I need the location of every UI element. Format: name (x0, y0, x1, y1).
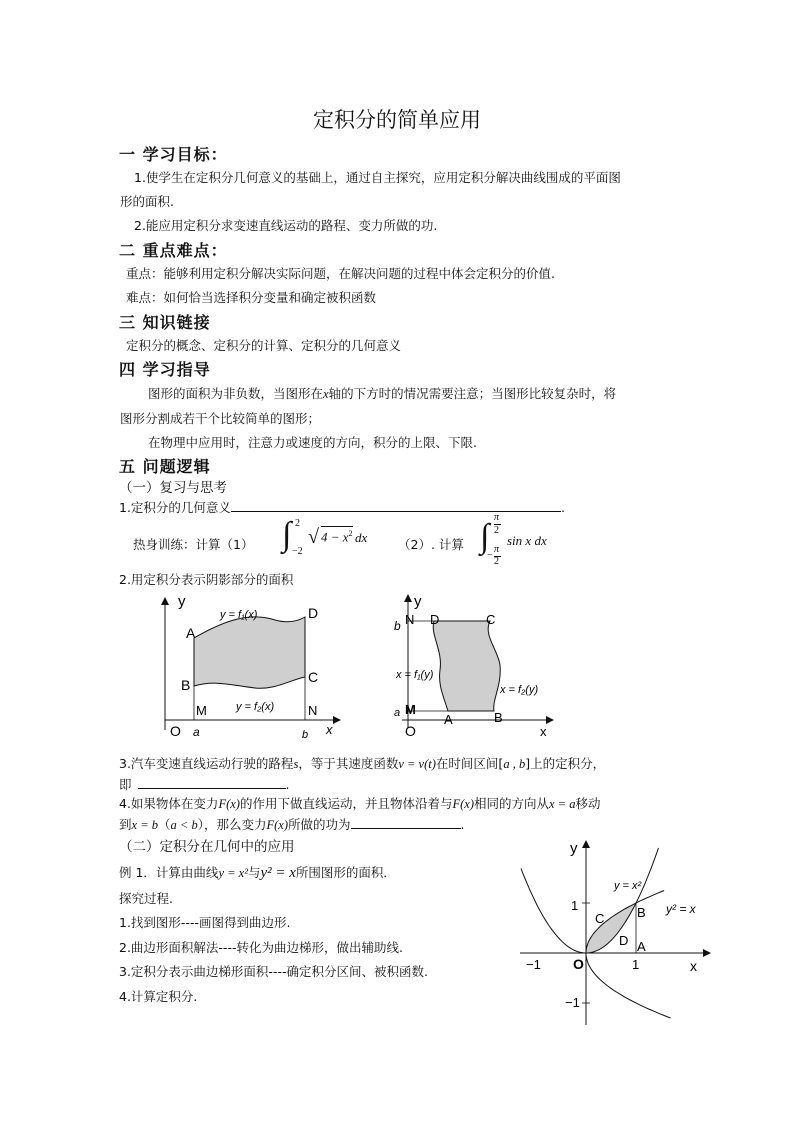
q3c: 在时间区间[ (435, 756, 504, 771)
fig3-neg-one-x: −1 (526, 957, 541, 972)
step-3: 3.定积分表示曲边梯形面积----确定积分区间、被积函数. (119, 964, 428, 979)
q4f: （ (158, 817, 171, 832)
ex1eq1: y = x² (218, 866, 248, 880)
q4a: 4.如果物体在变力 (119, 796, 219, 811)
q4F2: F(x) (452, 797, 474, 811)
sqrt-sign: √ (308, 526, 319, 548)
ex1a: 例 1．计算由曲线 (119, 865, 219, 880)
q2: 2.用定积分表示阴影部分的面积 (119, 572, 294, 587)
fig3-y-label: y (570, 840, 578, 857)
section-1-heading: 一 学习目标： (119, 145, 228, 164)
fig3-neg-one-y: −1 (565, 995, 580, 1010)
q3-blank[interactable] (138, 776, 286, 789)
q4d: 移动 (575, 796, 601, 811)
fig3-one-y: 1 (571, 898, 579, 913)
fig1-N: N (308, 703, 318, 718)
q1-blank[interactable] (231, 499, 561, 512)
s4-p1b: 轴的下方时的情况需要注意；当图形比较复杂时，将 (328, 386, 617, 401)
s4-p1c: 图形分割成若干个比较简单的图形； (120, 411, 321, 426)
q3-end: . (285, 777, 290, 792)
fig3-eq1: y = x² (614, 880, 642, 892)
q4 (119, 794, 601, 812)
section-4-heading: 四 学习指导 (119, 360, 211, 379)
q4-blank[interactable] (351, 816, 461, 829)
section-5-heading: 五 问题逻辑 (119, 457, 211, 476)
figure-2 (388, 590, 558, 750)
fig1-x-label: x (326, 722, 333, 737)
integral-sign: ∫ (282, 516, 292, 553)
s4-p2: 在物理中应用时，注意力或速度的方向，积分的上限、下限. (148, 435, 477, 450)
fig3-origin: O (573, 956, 584, 972)
q4F: F(x) (218, 797, 240, 811)
fig3-D: D (619, 933, 629, 948)
q4-second (119, 815, 464, 833)
section-2-heading: 二 重点难点： (119, 241, 228, 260)
q4e: 到 (119, 817, 132, 832)
q3-second (119, 775, 290, 793)
sub1-heading: （一）复习与思考 (119, 480, 227, 496)
step-4: 4.计算定积分. (119, 989, 198, 1004)
int2-lower-num: π (494, 544, 500, 555)
s4-p1a: 图形的面积为非负数，当图形在 (148, 386, 324, 401)
int2-expr: sin x dx (507, 533, 547, 548)
fig2-C: C (486, 612, 496, 627)
fig2-D: D (430, 612, 440, 627)
s1-line1b: 形的面积. (120, 194, 174, 209)
fig1-M: M (196, 703, 207, 718)
fig2-B: B (494, 710, 503, 725)
q3ab: a , b (503, 757, 526, 771)
fig1-b: b (302, 729, 309, 741)
fig1-D: D (308, 605, 319, 621)
int1-expr: 4 − x (321, 529, 349, 545)
int1-expr-wrap (321, 526, 353, 545)
s4-p1x: x (323, 387, 329, 401)
page-title: 定积分的简单应用 (313, 108, 481, 132)
fig3-C: C (595, 911, 605, 926)
ex1eq2: y² = x (260, 865, 296, 881)
q4g: ），那么变力 (197, 817, 267, 832)
fig2-N: N (405, 612, 415, 627)
q3v: v = v(t) (398, 757, 436, 771)
warm-label-2: （2）. 计算 (398, 537, 464, 552)
q1-end: . (560, 500, 565, 515)
sub2-heading: （二）定积分在几何中的应用 (119, 839, 295, 855)
s2-key: 重点：能够利用定积分解决实际问题，在解决问题的过程中体会定积分的价值. (126, 266, 555, 281)
q4xa: x = a (549, 797, 576, 811)
fig1-y-label: y (178, 593, 186, 610)
fig2-M: M (405, 702, 416, 717)
s2-diff: 难点：如何恰当选择积分变量和确定被积函数 (126, 290, 377, 305)
q3 (119, 754, 605, 772)
fig3-B: B (637, 905, 646, 920)
int2-lower-sign: − (487, 550, 493, 561)
q4F3: F(x) (266, 818, 288, 832)
int1-upper: 2 (295, 518, 300, 529)
fig1-A: A (186, 625, 196, 641)
fig3-eq2: y² = x (666, 902, 696, 916)
integral-2 (476, 512, 566, 566)
q3e: 即 (119, 777, 132, 792)
warm-label: 热身训练：计算（1） (133, 537, 254, 552)
fig3-one-x: 1 (632, 957, 640, 972)
section-3-heading: 三 知识链接 (119, 313, 211, 332)
fig2-f1: x = f₁(y) (396, 669, 434, 681)
s1-line1: 1.使学生在定积分几何意义的基础上，通过自主探究，应用定积分解决曲线围成的平面图 (134, 170, 621, 185)
figure-1 (150, 590, 350, 750)
explore: 探究过程. (119, 891, 173, 906)
fig1-shaded-region (194, 617, 305, 688)
q4b: 的作用下做直线运动，并且物体沿着与 (239, 796, 453, 811)
example-1 (119, 863, 396, 882)
fig2-a: a (394, 707, 401, 719)
fig2-A: A (444, 712, 453, 727)
fig1-B: B (181, 677, 191, 693)
q1-text: 1.定积分的几何意义 (119, 500, 231, 515)
fig1-f1: y = f₁(x) (220, 609, 258, 621)
q4xb: x = b (131, 818, 158, 832)
int2-lower-den: 2 (494, 556, 499, 567)
q4c: 相同的方向从 (473, 796, 549, 811)
fig2-y-label: y (414, 593, 422, 610)
ex1c: 所围图形的面积． (295, 865, 396, 880)
step-1: 1.找到图形----画图得到曲边形. (119, 915, 291, 930)
q4h: 所做的功为 (287, 817, 351, 832)
fig1-a: a (193, 725, 200, 739)
fig3-shaded-region (586, 903, 636, 953)
integral-sign-2: ∫ (480, 518, 490, 555)
fig2-f2: x = f₂(y) (500, 684, 539, 696)
q3d: ]上的定积分， (525, 756, 606, 771)
q4ab: a < b (170, 818, 198, 832)
s4-p1 (148, 384, 616, 402)
q3a: 3.汽车变速直线运动行驶的路程 (119, 756, 294, 771)
fig2-x-label: x (540, 724, 547, 739)
int1-lower: −2 (292, 546, 303, 557)
fig3-A: A (637, 939, 646, 954)
q4-end: . (460, 817, 465, 832)
fig2-origin: O (405, 723, 416, 739)
int2-upper-den: 2 (494, 525, 499, 536)
s1-line2: 2.能应用定积分求变速直线运动的路程、变力所做的功. (134, 218, 438, 233)
fig1-origin: O (170, 723, 181, 739)
step-2: 2.曲边形面积解法----转化为曲边梯形，做出辅助线. (119, 940, 403, 955)
fig1-C: C (308, 669, 319, 685)
fig3-x-label: x (690, 958, 697, 974)
figure-3 (510, 835, 720, 1030)
integral-1 (278, 516, 378, 560)
q3s: s (293, 757, 299, 771)
fig3-curve-y-x2 (521, 848, 659, 953)
fig2-shaded-region (433, 621, 500, 711)
q3b: ，等于其速度函数 (298, 756, 399, 771)
int2-upper-num: π (494, 512, 500, 523)
int1-dx: dx (355, 530, 368, 545)
fig2-b: b (394, 619, 401, 633)
int1-pow: 2 (348, 529, 353, 538)
fig1-f2: y = f₂(x) (236, 701, 275, 713)
ex1b: 与 (247, 865, 261, 880)
s3-text: 定积分的概念、定积分的计算、定积分的几何意义 (126, 338, 402, 353)
